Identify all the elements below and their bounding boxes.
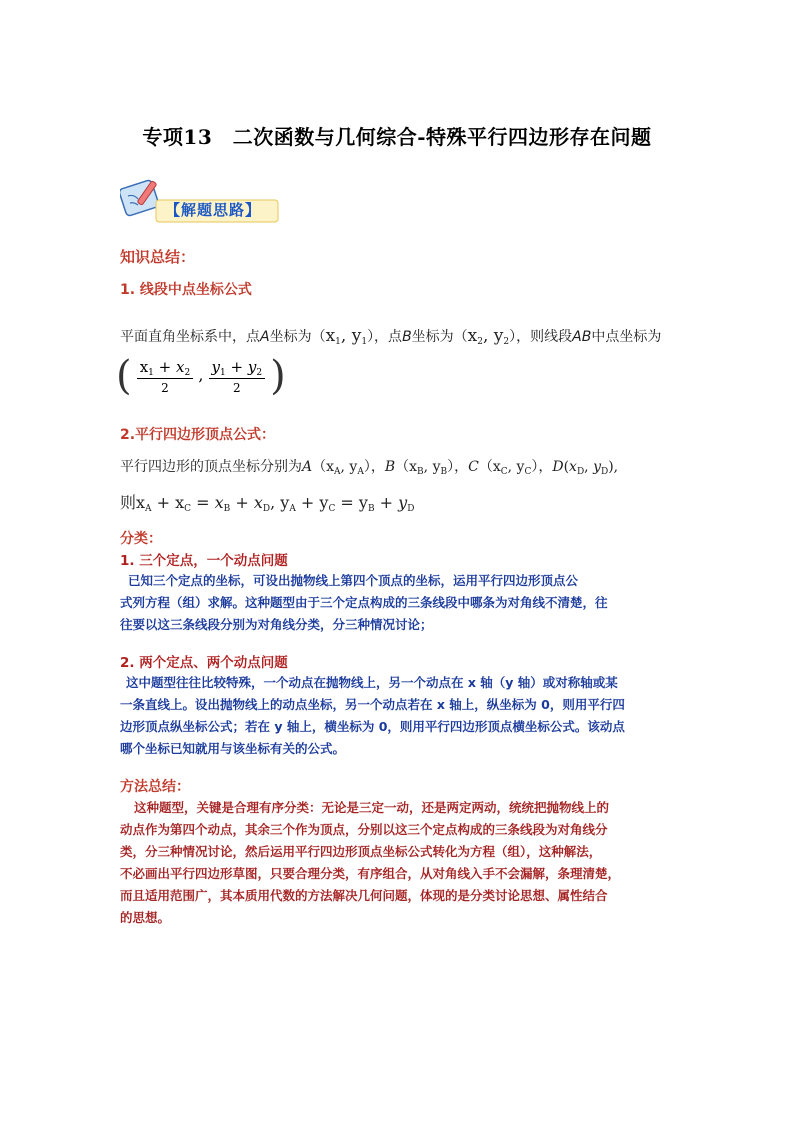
knowledge-heading: 知识总结： — [120, 248, 196, 266]
section2-formula: 则$x_A + x_C = x_B + x_D$, $y_A + y_C = y_B + y_D$ — [120, 493, 415, 514]
case1-body: 已知三个定点的坐标，可设出抛物线上第四个顶点的坐标，运用平行四边形顶点公 式列方程（组）求解。这种题型由于三个定点构成的三条线段中哪条为对角线不清楚，往 往要以这三条线段分别为对角线分类，分三种情况讨论； — [120, 573, 608, 632]
coord-x1y1: $x_1$, $y_1$ — [325, 326, 368, 347]
solution-ideas-badge: 【解题思路】 — [165, 201, 262, 219]
case1-heading: 1. 三个定点，一个动点问题 — [120, 553, 288, 569]
case2-body: 这中题型往往比较特殊，一个动点在抛物线上，另一个动点在 x 轴（y 轴）或对称轴或某 一条直线上。设出抛物线上的动点坐标，另一个动点若在 x 轴上，纵坐标为 0，则用平行四 边形顶点纵坐标公式；若在 y 轴上，横坐标为 0，则用平行四边形顶点横坐标公式。该动点 哪个坐标已知就用与该坐标有关的公式。 — [120, 675, 625, 756]
method-heading: 方法总结： — [120, 779, 190, 795]
coord-x2y2: $x_2$, $y_2$ — [467, 326, 510, 347]
classify-heading: 分类： — [120, 531, 162, 547]
case2-heading: 2. 两个定点、两个动点问题 — [120, 655, 288, 671]
section2-vertices: 平行四边形的顶点坐标分别为$A(x_A$, $y_A$），$B(x_B$, $y_B$），$C(x_C$, $y_C$），$D(x_D$, $y_D$), — [120, 459, 619, 477]
method-body: 这种题型，关键是合理有序分类：无论是三定一动，还是两定两动，统统把抛物线上的 动点作为第四个动点，其余三个作为顶点，分别以这三个定点构成的三条线段为对角线分 类，分三种情况讨论，然后运用平行四边形顶点坐标公式转化为方程（组），这种解法， 不必画出平行四边形草图，只要合理分类，有序组合，从对角线入手不会漏解，条理清楚， 而且适用范围广，其本质用代数的方法解决几何问题，体现的是分类讨论思想、属性结合 的思想。 — [120, 800, 621, 925]
midpoint-formula: ( $\frac{x_1 + x_2}{2}$ , $\frac{y_1 + y_2}{2}$ ) — [116, 353, 286, 399]
section1-heading: 1. 线段中点坐标公式 — [120, 282, 252, 298]
page-title: 专项13 二次函数与几何综合-特殊平行四边形存在问题 — [142, 125, 652, 149]
section1-paragraph: 平面直角坐标系中，点A坐标为（$x_1$, $y_1$），点B坐标为（$x_2$, $y_2$），则线段AB中点坐标为 — [120, 326, 662, 347]
section2-heading: 2.平行四边形顶点公式： — [120, 427, 276, 443]
